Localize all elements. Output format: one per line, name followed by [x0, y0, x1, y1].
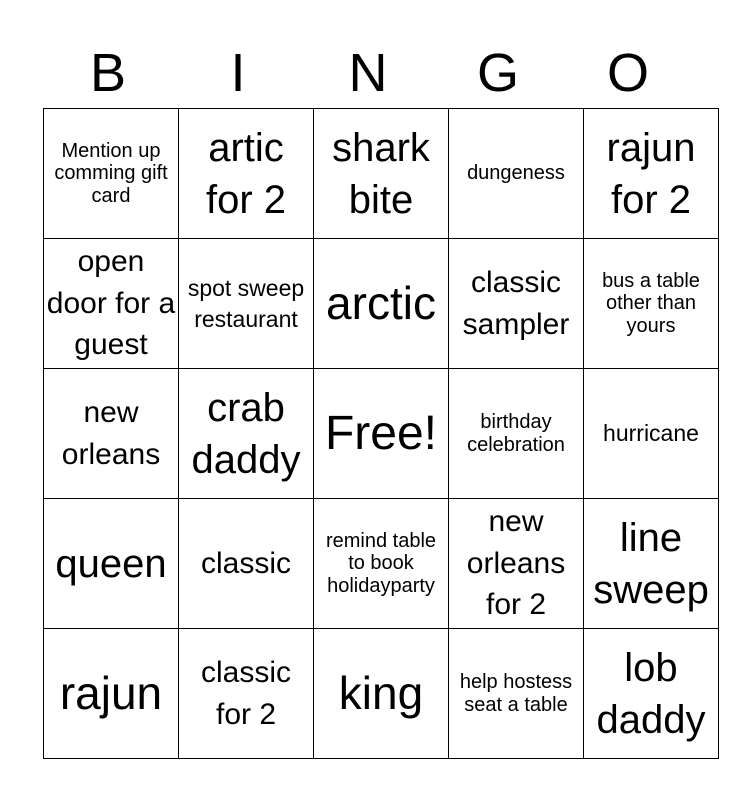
bingo-cell-text: new orleans for 2	[466, 505, 566, 622]
bingo-cell-text: bus a table other than yours	[602, 269, 700, 337]
bingo-cell-text: classic	[200, 546, 291, 580]
bingo-header	[43, 40, 693, 106]
bingo-cell[interactable]	[584, 369, 719, 499]
bingo-cell[interactable]	[314, 239, 449, 369]
bingo-cell-text: line sweep	[593, 515, 709, 612]
bingo-cell-text: open door for a guest	[46, 245, 176, 362]
bingo-cell-text: crab daddy	[191, 385, 301, 482]
bingo-cell[interactable]	[449, 369, 584, 499]
bingo-cell-text: spot sweep restaurant	[187, 275, 305, 332]
bingo-cell[interactable]	[449, 499, 584, 629]
header-letter-i: I	[230, 43, 246, 103]
bingo-cell-text: birthday celebration	[467, 411, 565, 456]
free-space-cell[interactable]	[314, 369, 449, 499]
header-letter-g: G	[476, 43, 519, 103]
bingo-cell-text: dungeness	[467, 162, 565, 185]
bingo-cell-text: king	[338, 666, 424, 719]
bingo-cell[interactable]	[584, 629, 719, 759]
bingo-cell[interactable]	[179, 499, 314, 629]
bingo-cell[interactable]	[314, 109, 449, 239]
bingo-cell-text: shark bite	[332, 125, 430, 222]
bingo-cell-text: remind table to book holidayparty	[325, 529, 437, 597]
bingo-cell[interactable]	[44, 239, 179, 369]
bingo-cell-text: classic for 2	[200, 656, 291, 731]
bingo-cell-text: help hostess seat a table	[459, 671, 573, 716]
bingo-cell[interactable]	[44, 369, 179, 499]
bingo-cell[interactable]	[179, 239, 314, 369]
bingo-cell[interactable]	[314, 499, 449, 629]
bingo-row	[44, 109, 719, 239]
bingo-cell[interactable]	[179, 629, 314, 759]
bingo-row	[44, 239, 719, 369]
bingo-row	[44, 499, 719, 629]
bingo-cell-text: artic for 2	[205, 125, 287, 222]
bingo-cell[interactable]	[584, 499, 719, 629]
bingo-card	[43, 108, 719, 759]
bingo-cell-text: Mention up comming gift card	[54, 139, 168, 207]
bingo-cell-text: arctic	[326, 276, 436, 329]
bingo-cell-text: classic sampler	[462, 266, 570, 341]
bingo-cell[interactable]	[449, 239, 584, 369]
header-letter-b: B	[89, 43, 127, 103]
bingo-row	[44, 369, 719, 499]
bingo-cell[interactable]	[44, 499, 179, 629]
bingo-cell[interactable]	[584, 109, 719, 239]
bingo-cell[interactable]	[449, 109, 584, 239]
bingo-cell-text: lob daddy	[596, 645, 706, 742]
bingo-cell-text: new orleans	[61, 396, 161, 471]
header-letter-n: N	[348, 43, 388, 103]
bingo-row	[44, 629, 719, 759]
bingo-cell[interactable]	[179, 109, 314, 239]
free-space-text: Free!	[324, 406, 438, 460]
bingo-cell[interactable]	[449, 629, 584, 759]
bingo-cell[interactable]	[44, 629, 179, 759]
bingo-cell-text: rajun	[59, 666, 163, 719]
bingo-cell[interactable]	[44, 109, 179, 239]
bingo-cell-text: hurricane	[603, 420, 699, 447]
header-letter-o: O	[606, 43, 649, 103]
bingo-cell[interactable]	[314, 629, 449, 759]
bingo-cell-text: queen	[55, 541, 167, 586]
bingo-cell[interactable]	[179, 369, 314, 499]
bingo-cell[interactable]	[584, 239, 719, 369]
bingo-cell-text: rajun for 2	[606, 125, 696, 222]
